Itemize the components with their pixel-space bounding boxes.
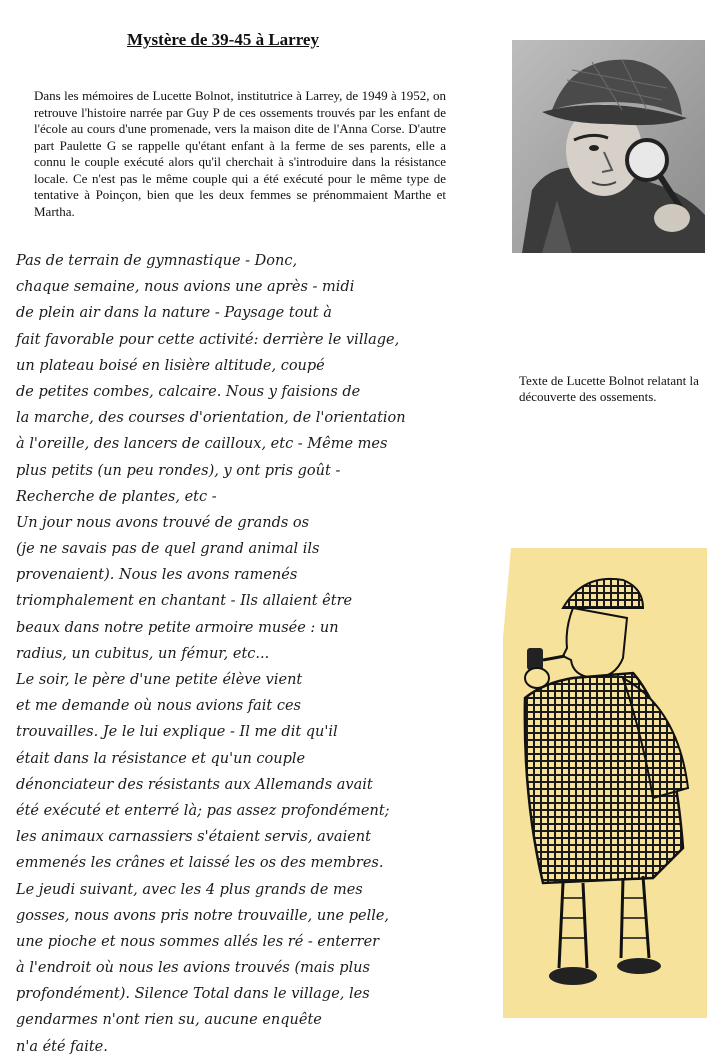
handwritten-line: les animaux carnassiers s'étaient servis, avaient bbox=[16, 829, 371, 846]
handwritten-line: beaux dans notre petite armoire musée : un bbox=[16, 619, 339, 636]
handwritten-line: (je ne savais pas de quel grand animal ils bbox=[16, 541, 320, 558]
handwritten-line: provenaient). Nous les avons ramenés bbox=[16, 567, 298, 584]
handwritten-line: radius, un cubitus, un fémur, etc... bbox=[16, 645, 270, 662]
handwritten-line: dénonciateur des résistants aux Allemands avait bbox=[16, 776, 373, 793]
handwritten-line: n'a été faite. bbox=[16, 1038, 108, 1055]
handwritten-line: un plateau boisé en lisière altitude, coupé bbox=[16, 357, 325, 374]
handwritten-line: Le soir, le père d'une petite élève vient bbox=[16, 672, 303, 688]
handwritten-line: profondément). Silence Total dans le village, les bbox=[16, 986, 370, 1003]
handwritten-line: gendarmes n'ont rien su, aucune enquête bbox=[16, 1012, 322, 1029]
handwritten-line: emmenés les crânes et laissé les os des membres. bbox=[16, 855, 384, 872]
handwritten-line: à l'oreille, des lancers de cailloux, etc - Même mes bbox=[16, 436, 388, 453]
handwritten-line: été exécuté et enterré là; pas assez profondément; bbox=[16, 802, 390, 819]
handwritten-text bbox=[16, 248, 476, 1060]
handwritten-line: la marche, des courses d'orientation, de l'orientation bbox=[16, 410, 406, 427]
handwritten-line: Pas de terrain de gymnastique - Donc, bbox=[16, 253, 298, 269]
sketch-caption: Texte de Lucette Bolnot relatant la découverte des ossements. bbox=[519, 373, 699, 404]
intro-paragraph: Dans les mémoires de Lucette Bolnot, institutrice à Larrey, de 1949 à 1952, on retrouve l'histoire narrée par Guy P de ces ossements trouvés par les enfant de l'école au cours d'une promenade, vers la maison dite de l'Anna Corse. D'autre part Paulette G se rappelle qu'étant enfant à la ferme de ses parents, elle a connu le couple exécuté alors qu'il cherchait à s'introduire dans la résistance locale. Ce n'est pas le même couple qui a été exécuté pour le même type de tentative à Poinçon, bien que les deux femmes se prénommaient Marthe et Martha. bbox=[34, 88, 446, 219]
detective-sketch bbox=[503, 548, 707, 1018]
handwritten-line: Un jour nous avons trouvé de grands os bbox=[16, 514, 310, 531]
handwritten-line: trouvailles. Je le lui explique - Il me dit qu'il bbox=[16, 724, 338, 741]
page-title: Mystère de 39-45 à Larrey bbox=[127, 30, 319, 49]
handwritten-line: Recherche de plantes, etc - bbox=[16, 488, 217, 505]
handwritten-line: était dans la résistance et qu'un couple bbox=[16, 750, 306, 767]
handwritten-line: Le jeudi suivant, avec les 4 plus grands de mes bbox=[16, 881, 363, 898]
handwritten-line: triomphalement en chantant - Ils allaient être bbox=[16, 593, 353, 610]
handwritten-line: chaque semaine, nous avions une après - midi bbox=[16, 279, 355, 296]
handwritten-line: plus petits (un peu rondes), y ont pris goût - bbox=[16, 462, 341, 479]
handwritten-line: fait favorable pour cette activité: derrière le village, bbox=[16, 331, 400, 348]
detective-photo bbox=[512, 40, 705, 253]
handwritten-line: à l'endroit où nous les avions trouvés (mais plus bbox=[16, 960, 370, 977]
handwritten-line: gosses, nous avons pris notre trouvaille, une pelle, bbox=[16, 907, 390, 924]
handwritten-line: de plein air dans la nature - Paysage tout à bbox=[16, 305, 332, 322]
handwritten-line: et me demande où nous avions fait ces bbox=[16, 698, 301, 715]
handwritten-line: une pioche et nous sommes allés les ré - enterrer bbox=[16, 933, 380, 950]
handwritten-line: de petites combes, calcaire. Nous y faisions de bbox=[16, 383, 361, 400]
